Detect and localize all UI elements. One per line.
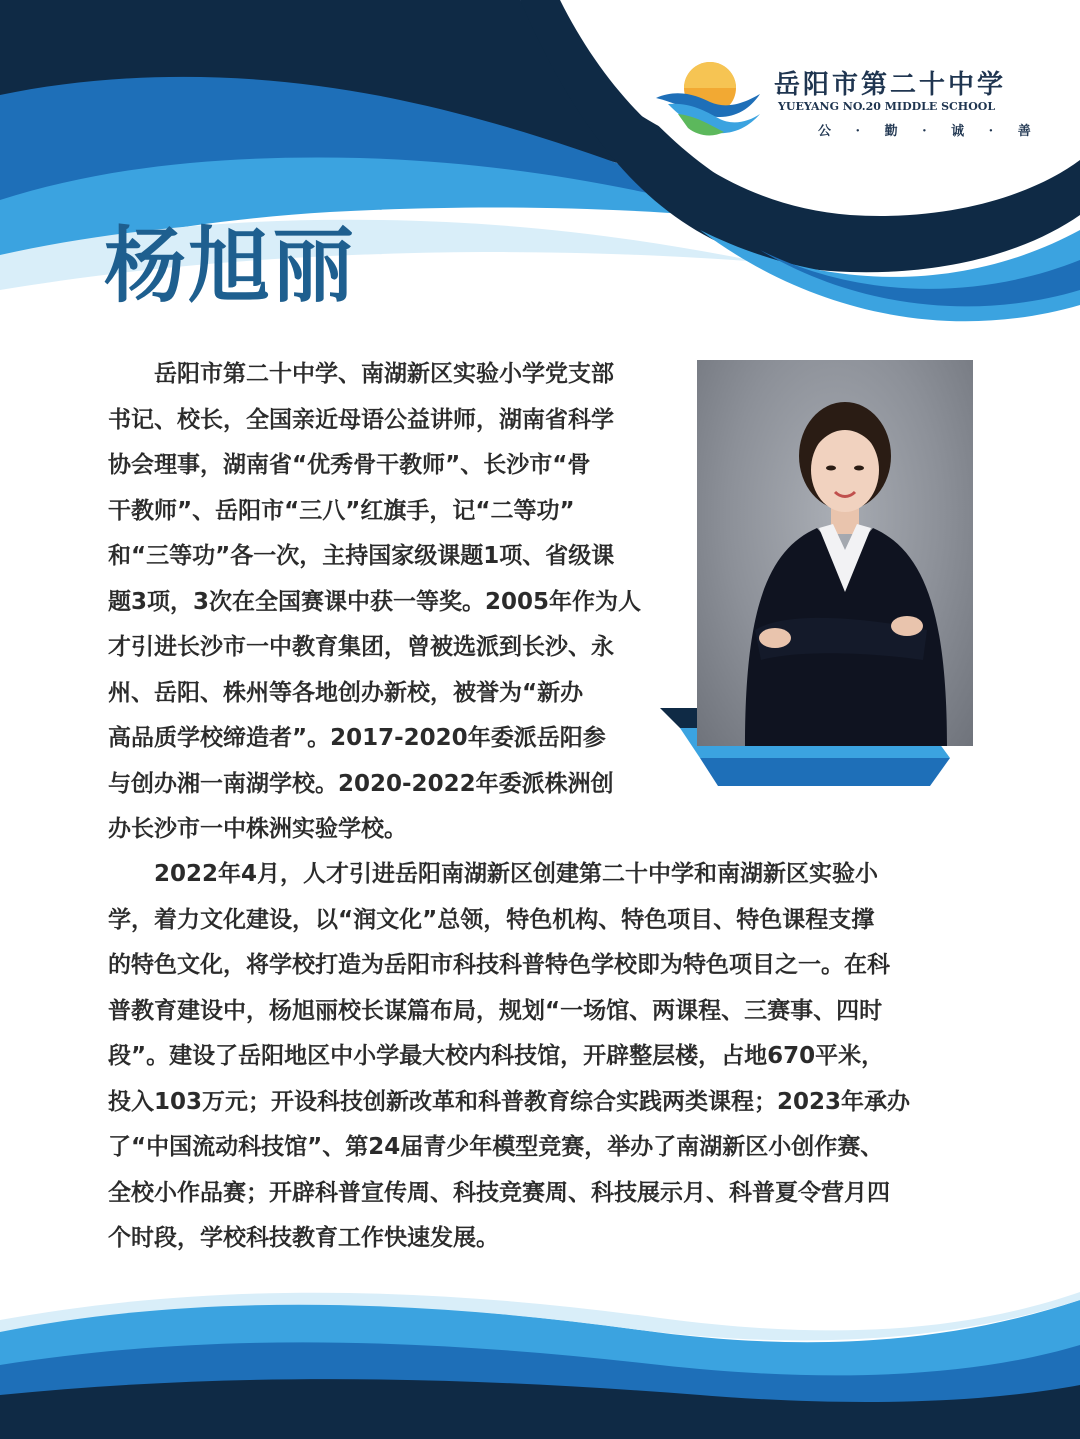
bio-line: 干教师”、岳阳市“三八”红旗手，记“二等功” [108,497,575,524]
bio-line: 题3项，3次在全国赛课中获一等奖。2005年作为人 [108,588,642,615]
bio-line: 和“三等功”各一次，主持国家级课题1项、省级课 [108,543,615,569]
bio-paragraph-2 [108,852,978,1262]
bio-paragraph-1 [108,352,688,853]
bio-line: 高品质学校缔造者”。2017-2020年委派岳阳参 [108,725,606,751]
bio-line: 个时段，学校科技教育工作快速发展。 [108,1225,499,1251]
bio-line: 了“中国流动科技馆”、第24届青少年模型竞赛，举办了南湖新区小创作赛、 [108,1134,884,1160]
bio-line: 协会理事，湖南省“优秀骨干教师”、长沙市“骨 [108,452,591,478]
bio-line: 才引进长沙市一中教育集团，曾被选派到长沙、永 [108,634,614,660]
person-name: 杨旭丽 [104,218,357,314]
school-name-cn: 岳阳市第二十中学 [774,70,1007,100]
bio-line: 2022年4月，人才引进岳阳南湖新区创建第二十中学和南湖新区实验小 [154,861,879,887]
school-emblem-icon [648,58,768,144]
person-silhouette-icon [697,360,973,746]
bio-line: 书记、校长，全国亲近母语公益讲师，湖南省科学 [108,406,614,433]
bio-line: 学，着力文化建设，以“润文化”总领，特色机构、特色项目、特色课程支撑 [108,906,875,933]
bio-line: 办长沙市一中株洲实验学校。 [108,816,407,842]
bio-line: 的特色文化，将学校打造为岳阳市科技科普特色学校即为特色项目之一。在科 [108,952,890,978]
school-logo [648,58,1041,144]
bio-line: 与创办湘一南湖学校。2020-2022年委派株洲创 [108,770,614,797]
bio-line: 段”。建设了岳阳地区中小学最大校内科技馆，开辟整层楼，占地670平米， [108,1043,885,1069]
bio-line: 全校小作品赛；开辟科普宣传周、科技竞赛周、科技展示月、科普夏令营月四 [108,1179,890,1206]
bio-line: 普教育建设中，杨旭丽校长谋篇布局，规划“一场馆、两课程、三赛事、四时 [108,997,883,1024]
portrait-photo [697,360,973,746]
bio-line: 岳阳市第二十中学、南湖新区实验小学党支部 [154,361,614,387]
bio-line: 州、岳阳、株州等各地创办新校，被誉为“新办 [108,679,584,706]
school-motto: 公 · 勤 · 诚 · 善 [818,124,1041,139]
school-name-en: YUEYANG NO.20 MIDDLE SCHOOL [778,100,996,113]
bio-line: 投入103万元；开设科技创新改革和科普教育综合实践两类课程；2023年承办 [108,1088,911,1115]
